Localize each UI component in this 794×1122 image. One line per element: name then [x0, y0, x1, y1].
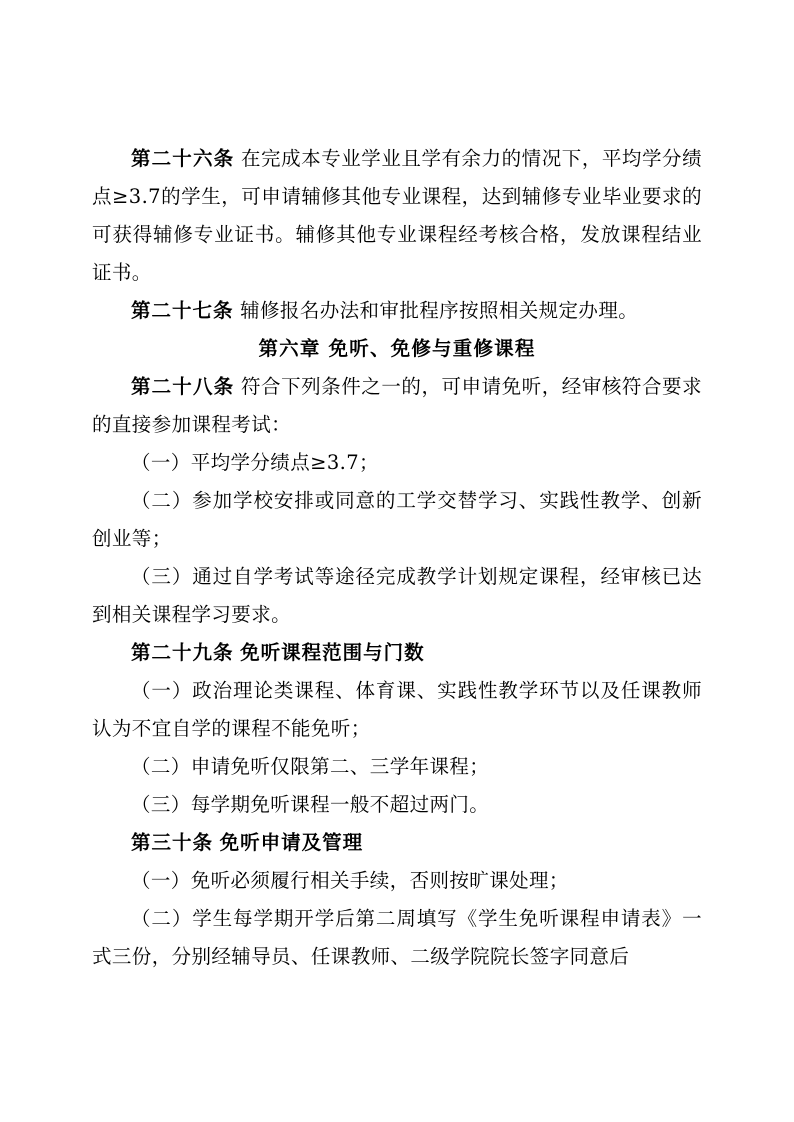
article-29-item-1: （一）政治理论类课程、体育课、实践性教学环节以及任课教师认为不宜自学的课程不能免听； — [92, 679, 702, 740]
article-29-item-2: （二）申请免听仅限第二、三学年课程； — [131, 755, 490, 778]
article-28 — [92, 368, 702, 444]
article-26 — [92, 140, 702, 292]
article-30 — [92, 824, 702, 862]
article-29-item-3: （三）每学期免听课程一般不超过两门。 — [131, 793, 490, 816]
article-29-text: 免听课程范围与门数 — [240, 641, 425, 664]
article-27 — [92, 292, 702, 330]
article-30-item-1: （一）免听必须履行相关手续，否则按旷课处理； — [131, 869, 569, 892]
article-30-text: 免听申请及管理 — [219, 831, 364, 854]
article-29 — [92, 634, 702, 672]
article-28-item-3: （三）通过自学考试等途径完成教学计划规定课程，经审核已达到相关课程学习要求。 — [92, 565, 702, 626]
article-28-label: 第二十八条 — [131, 375, 235, 398]
article-30-item-2: （二）学生每学期开学后第二周填写《学生免听课程申请表》一式三份，分别经辅导员、任课教师、二级学院院长签字同意后 — [92, 907, 702, 968]
document-body — [92, 140, 702, 976]
article-30-label: 第三十条 — [131, 831, 214, 854]
article-29-label: 第二十九条 — [131, 641, 234, 664]
article-27-text: 辅修报名办法和审批程序按照相关规定办理。 — [240, 299, 639, 322]
article-26-text: 在完成本专业学业且学有余力的情况下，平均学分绩点≥3.7的学生，可申请辅修其他专业课程，达到辅修专业毕业要求的可获得辅修专业证书。辅修其他专业课程经考核合格，发放课程结业证书。 — [92, 147, 702, 284]
article-27-label: 第二十七条 — [131, 299, 234, 322]
article-26-label: 第二十六条 — [131, 147, 235, 170]
chapter-6-heading: 第六章 免听、免修与重修课程 — [258, 337, 536, 360]
article-28-text: 符合下列条件之一的，可申请免听，经审核符合要求的直接参加课程考试： — [92, 375, 702, 436]
article-28-item-1: （一）平均学分绩点≥3.7； — [131, 451, 379, 474]
article-28-item-2: （二）参加学校安排或同意的工学交替学习、实践性教学、创新创业等； — [92, 489, 702, 550]
